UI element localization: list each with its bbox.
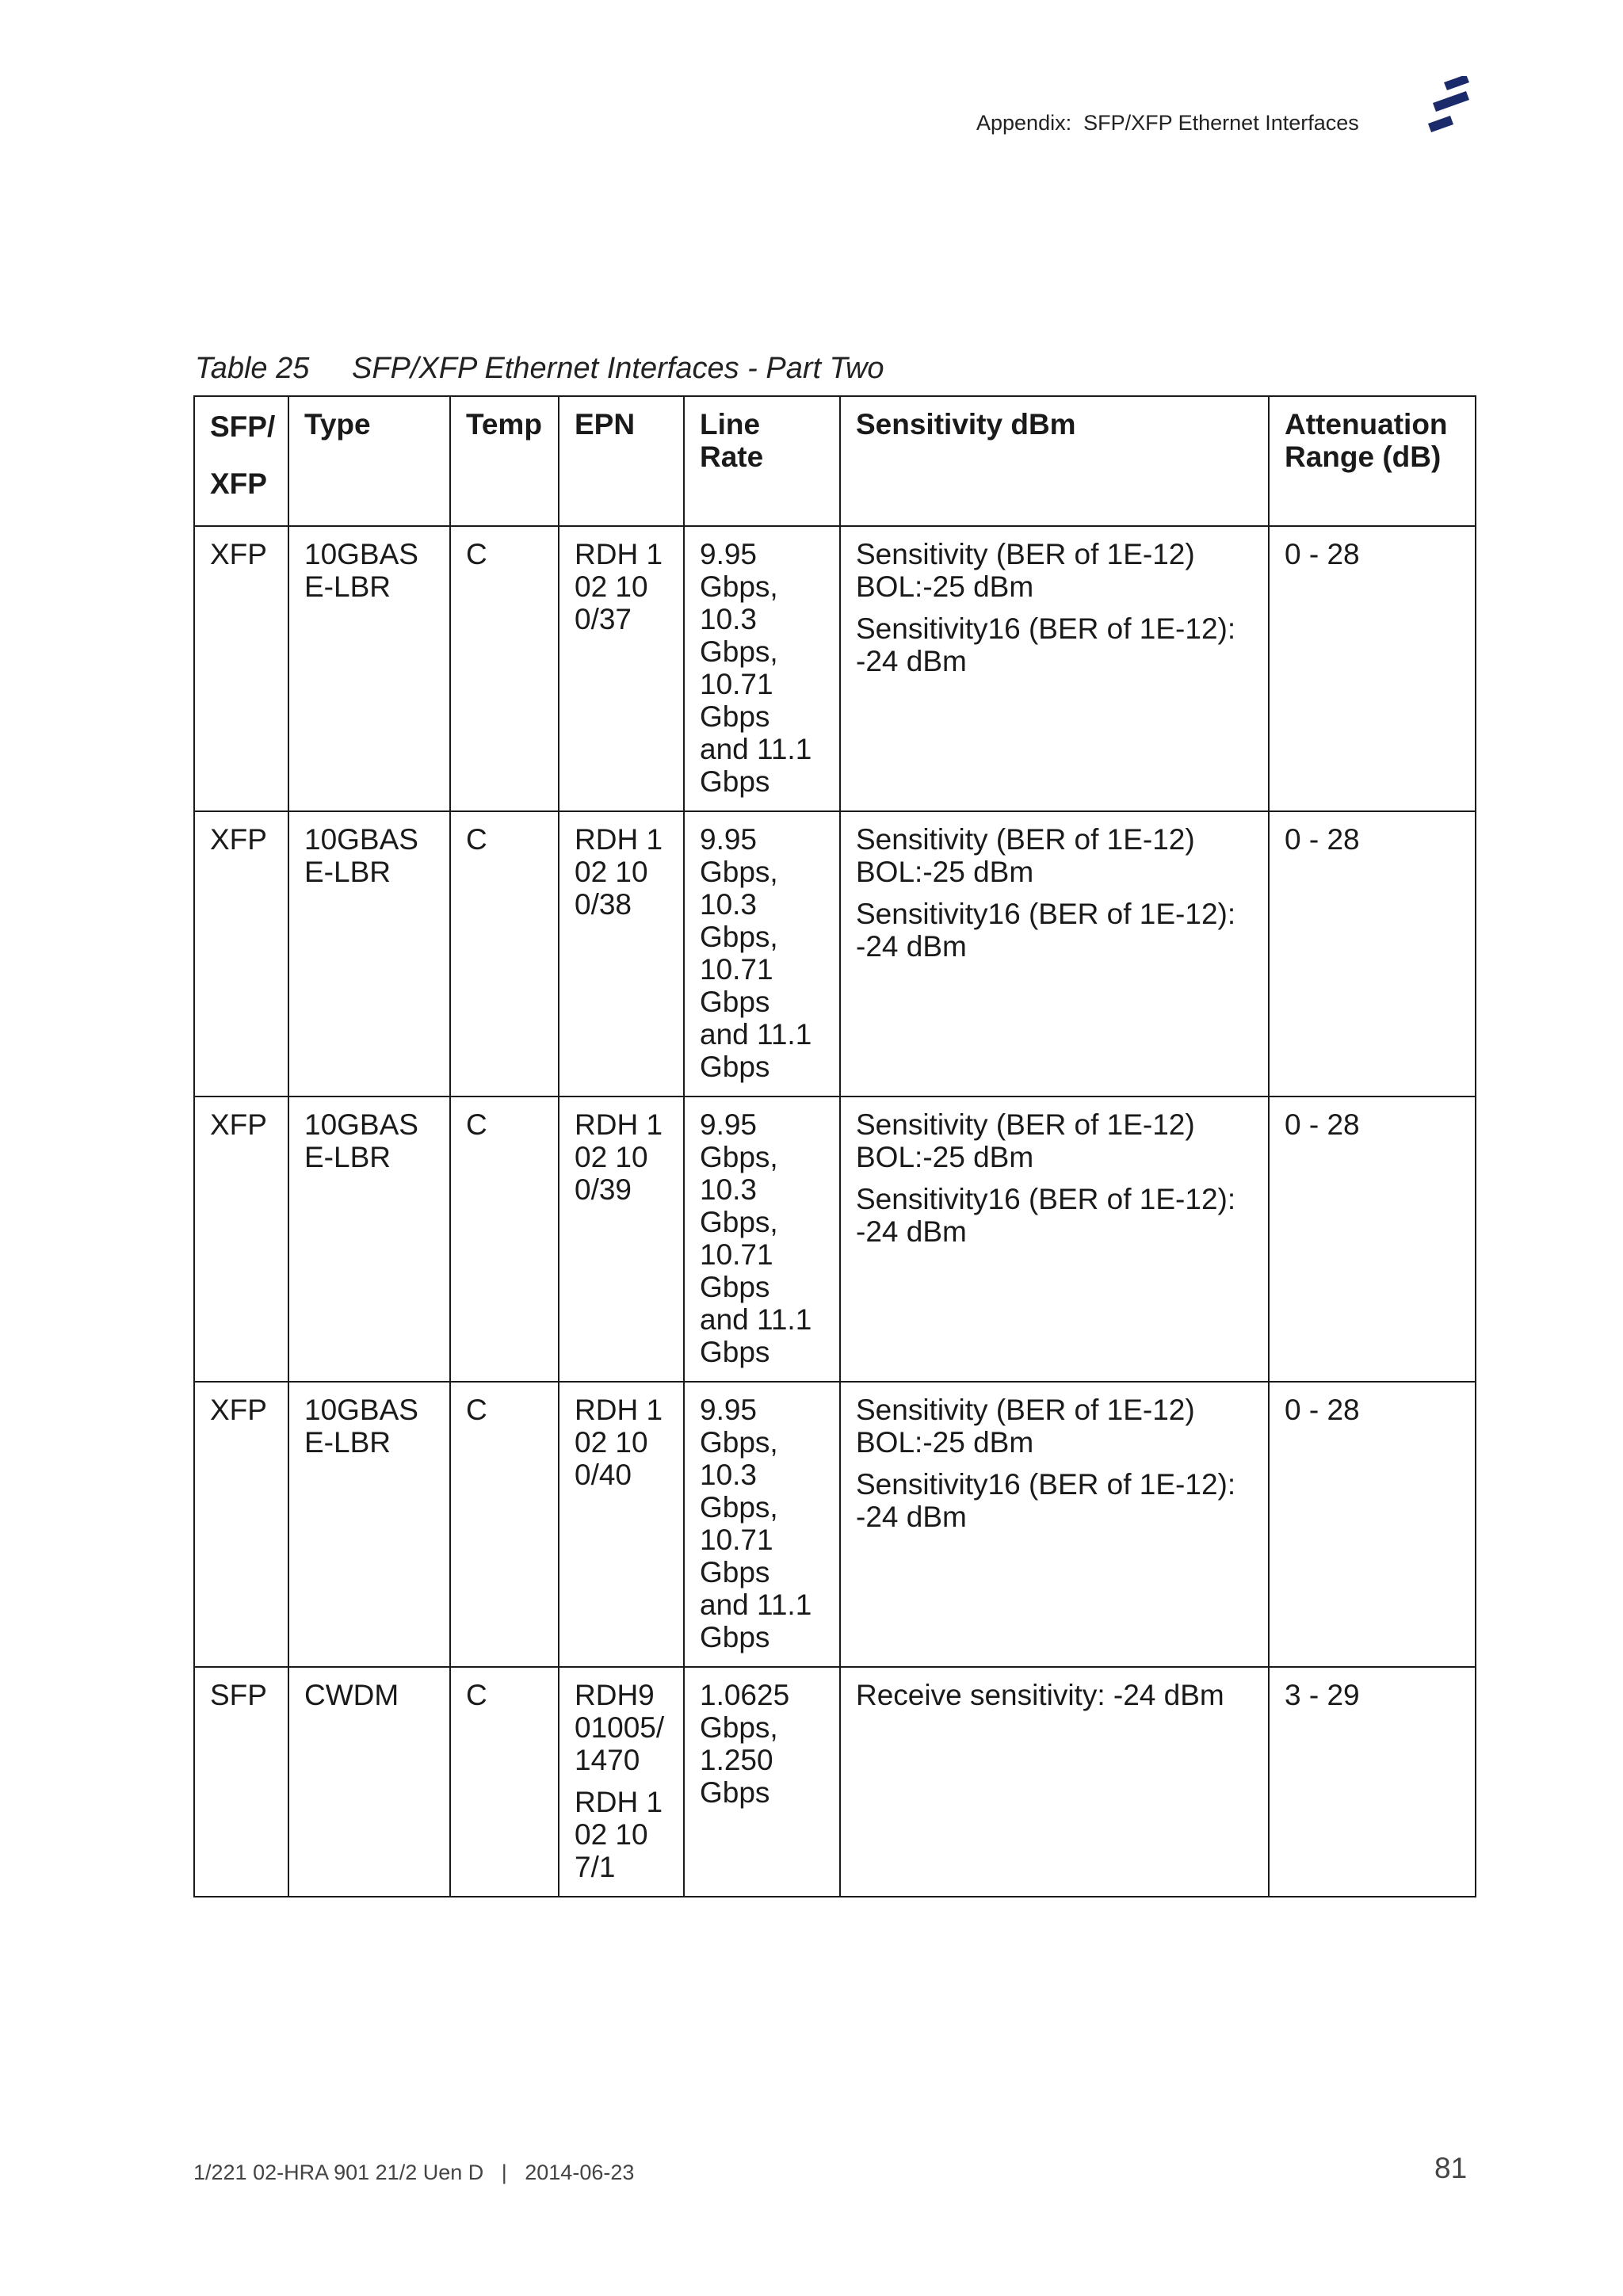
cell-attenuation: 0 - 28: [1269, 811, 1476, 1097]
cell-epn: [559, 1667, 684, 1897]
sensitivity-value: Sensitivity (BER of 1E-12) BOL:-25 dBm: [856, 1394, 1195, 1459]
epn-value: RDH 102 107/1: [575, 1786, 663, 1883]
column-header: SFP/ XFP: [194, 396, 288, 526]
sensitivity-value: Sensitivity16 (BER of 1E-12): -24 dBm: [856, 612, 1236, 677]
sfp-xfp-table: [193, 395, 1476, 1897]
column-header: Type: [288, 396, 450, 526]
running-header: Appendix: SFP/XFP Ethernet Interfaces: [976, 111, 1359, 135]
cell-attenuation: 0 - 28: [1269, 526, 1476, 811]
epn-value: RDH901005/1470: [575, 1679, 665, 1776]
table-row: [194, 811, 1476, 1097]
cell-type: 10GBASE-LBR: [288, 1097, 450, 1382]
column-header: Line Rate: [684, 396, 840, 526]
table-title: SFP/XFP Ethernet Interfaces - Part Two: [352, 352, 884, 385]
page-number: 81: [1434, 2152, 1468, 2184]
column-header: Temp: [450, 396, 559, 526]
epn-value: RDH 102 100/39: [575, 1108, 663, 1206]
cell-type: CWDM: [288, 1667, 450, 1897]
cell-line-rate: 9.95 Gbps, 10.3 Gbps, 10.71 Gbps and 11.1 Gbps: [684, 811, 840, 1097]
table-row: [194, 1097, 1476, 1382]
cell-sfp: XFP: [194, 811, 288, 1097]
cell-epn: [559, 526, 684, 811]
column-header: EPN: [559, 396, 684, 526]
cell-temp: C: [450, 1667, 559, 1897]
cell-sfp: SFP: [194, 1667, 288, 1897]
epn-value: RDH 102 100/40: [575, 1394, 663, 1491]
cell-type: 10GBASE-LBR: [288, 811, 450, 1097]
sensitivity-value: Sensitivity (BER of 1E-12) BOL:-25 dBm: [856, 1108, 1195, 1173]
table-caption: [195, 352, 884, 386]
sensitivity-value: Receive sensitivity: -24 dBm: [856, 1679, 1224, 1711]
cell-line-rate: 9.95 Gbps, 10.3 Gbps, 10.71 Gbps and 11.1 Gbps: [684, 1097, 840, 1382]
table-row: [194, 526, 1476, 811]
cell-sfp: XFP: [194, 1382, 288, 1667]
footer-doc-id: 1/221 02-HRA 901 21/2 Uen D | 2014-06-23: [193, 2161, 635, 2184]
sensitivity-value: Sensitivity (BER of 1E-12) BOL:-25 dBm: [856, 538, 1195, 603]
cell-attenuation: 0 - 28: [1269, 1382, 1476, 1667]
epn-value: RDH 102 100/37: [575, 538, 663, 635]
sensitivity-value: Sensitivity16 (BER of 1E-12): -24 dBm: [856, 1468, 1236, 1533]
cell-temp: C: [450, 1382, 559, 1667]
cell-sensitivity: [840, 526, 1269, 811]
cell-epn: [559, 1097, 684, 1382]
table-body: [194, 526, 1476, 1897]
cell-temp: C: [450, 526, 559, 811]
cell-type: 10GBASE-LBR: [288, 1382, 450, 1667]
cell-attenuation: 3 - 29: [1269, 1667, 1476, 1897]
cell-sfp: XFP: [194, 526, 288, 811]
sensitivity-value: Sensitivity (BER of 1E-12) BOL:-25 dBm: [856, 823, 1195, 888]
cell-line-rate: 1.0625 Gbps, 1.250 Gbps: [684, 1667, 840, 1897]
cell-type: 10GBASE-LBR: [288, 526, 450, 811]
table-header-row: [194, 396, 1476, 526]
table-row: [194, 1382, 1476, 1667]
cell-sfp: XFP: [194, 1097, 288, 1382]
cell-sensitivity: [840, 1667, 1269, 1897]
epn-value: RDH 102 100/38: [575, 823, 663, 921]
ericsson-logo-icon: [1426, 76, 1471, 133]
sensitivity-value: Sensitivity16 (BER of 1E-12): -24 dBm: [856, 898, 1236, 963]
sensitivity-value: Sensitivity16 (BER of 1E-12): -24 dBm: [856, 1183, 1236, 1248]
cell-sensitivity: [840, 1097, 1269, 1382]
table-number: Table 25: [195, 352, 310, 385]
cell-temp: C: [450, 811, 559, 1097]
column-header: Sensitivity dBm: [840, 396, 1269, 526]
cell-sensitivity: [840, 811, 1269, 1097]
cell-attenuation: 0 - 28: [1269, 1097, 1476, 1382]
cell-temp: C: [450, 1097, 559, 1382]
cell-epn: [559, 811, 684, 1097]
cell-sensitivity: [840, 1382, 1269, 1667]
cell-line-rate: 9.95 Gbps, 10.3 Gbps, 10.71 Gbps and 11.1 Gbps: [684, 526, 840, 811]
cell-line-rate: 9.95 Gbps, 10.3 Gbps, 10.71 Gbps and 11.1 Gbps: [684, 1382, 840, 1667]
cell-epn: [559, 1382, 684, 1667]
table-row: [194, 1667, 1476, 1897]
column-header: Attenuation Range (dB): [1269, 396, 1476, 526]
